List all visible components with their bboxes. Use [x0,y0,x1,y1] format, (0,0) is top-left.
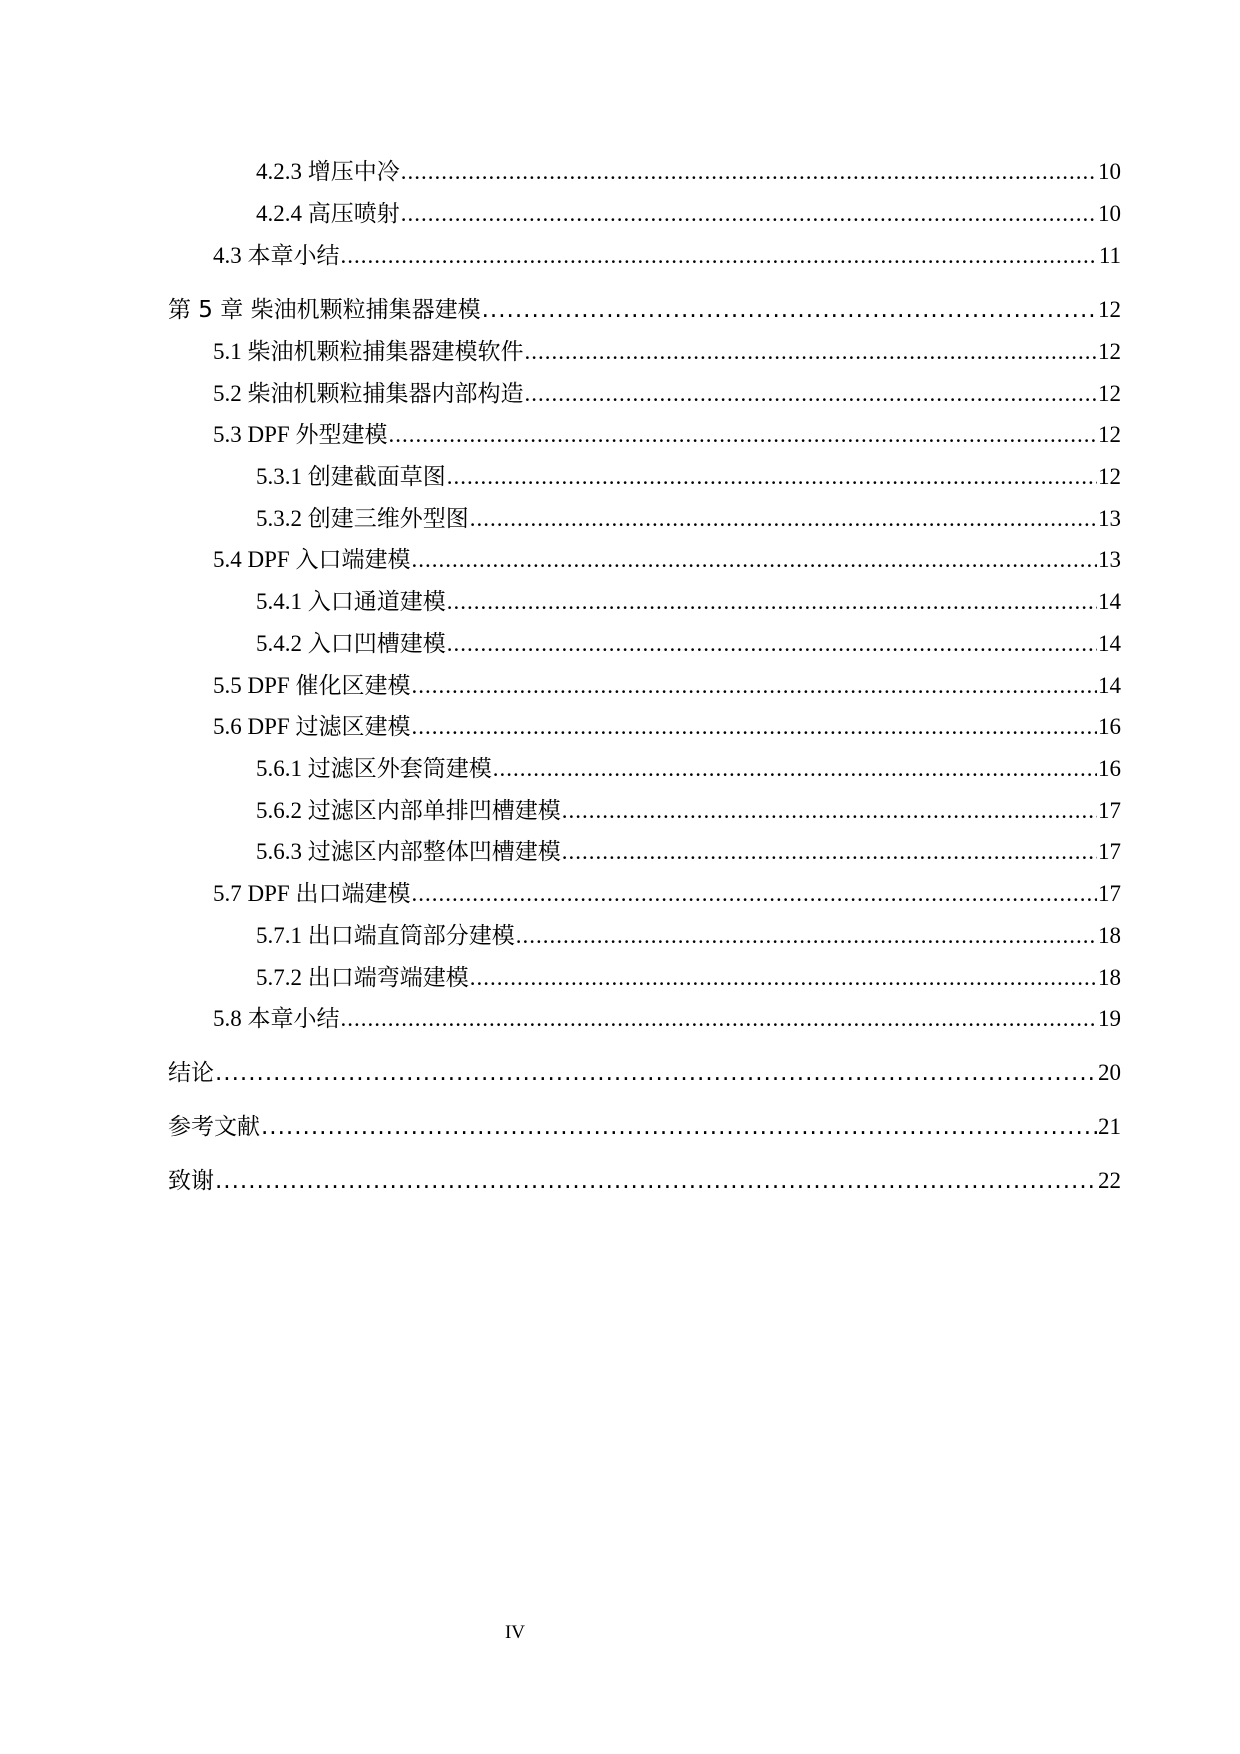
toc-entry-title: 5.6 DPF 过滤区建模 [213,714,411,739]
toc-entry[interactable] [256,502,1121,536]
toc-entry-title: 5.1 柴油机颗粒捕集器建模软件 [213,339,524,364]
toc-entry-page: 12 [1098,339,1121,364]
dot-leader [411,877,1097,911]
toc-entry-title: 参考文献 [168,1114,260,1140]
toc-entry[interactable] [168,1164,1121,1198]
toc-entry[interactable] [256,794,1121,828]
toc-entry[interactable] [213,543,1121,577]
toc-entry-page: 12 [1098,381,1121,406]
toc-entry-title: 5.7.2 出口端弯端建模 [256,965,469,990]
toc-entry[interactable] [256,835,1121,869]
toc-entry-page: 21 [1098,1114,1121,1139]
toc-entry-title: 5.3 DPF 外型建模 [213,422,388,447]
toc-entry-title: 5.7.1 出口端直筒部分建模 [256,923,515,948]
dot-leader [215,1164,1097,1198]
dot-leader [562,835,1097,869]
dot-leader [401,197,1097,231]
toc-entry-page: 19 [1098,1006,1121,1031]
toc-entry[interactable] [213,418,1121,452]
dot-leader [516,919,1097,953]
toc-entry-title: 5.5 DPF 催化区建模 [213,673,411,698]
dot-leader [401,155,1097,189]
toc-entry[interactable] [213,377,1121,411]
toc-entry-title: 5.6.3 过滤区内部整体凹槽建模 [256,839,561,864]
toc-entry-title: 5.7 DPF 出口端建模 [213,881,411,906]
dot-leader [341,239,1098,273]
dot-leader [215,1056,1097,1090]
toc-entry[interactable] [213,239,1121,273]
toc-entry-page: 14 [1098,589,1121,614]
dot-leader [447,585,1097,619]
toc-entry-title: 5.6.1 过滤区外套筒建模 [256,756,492,781]
toc-entry-title: 5.4.1 入口通道建模 [256,589,446,614]
toc-entry-title: 5.4 DPF 入口端建模 [213,547,411,572]
dot-leader [470,961,1097,995]
toc-entry[interactable] [256,460,1121,494]
page-number: IV [504,1622,526,1643]
toc-entry[interactable] [168,1056,1121,1090]
dot-leader [525,335,1098,369]
toc-entry-title: 致谢 [168,1168,214,1194]
dot-leader [411,710,1097,744]
dot-leader [261,1110,1097,1144]
toc-entry-title: 结论 [168,1060,214,1086]
toc-entry-title: 5.3.2 创建三维外型图 [256,506,469,531]
toc-entry[interactable] [213,877,1121,911]
toc-entry-page: 17 [1098,839,1121,864]
toc-entry-title: 第 5 章 柴油机颗粒捕集器建模 [168,297,481,323]
toc-entry-title: 4.2.4 高压喷射 [256,201,400,226]
toc-entry-page: 14 [1098,631,1121,656]
dot-leader [341,1002,1098,1036]
toc-entry[interactable] [168,1110,1121,1144]
toc-entry-page: 18 [1098,923,1121,948]
toc-entry-page: 11 [1098,243,1121,268]
toc-entry-title: 5.6.2 过滤区内部单排凹槽建模 [256,798,561,823]
toc-entry-page: 17 [1098,798,1121,823]
toc-entry-page: 22 [1098,1168,1121,1193]
dot-leader [411,669,1097,703]
toc-entry-page: 13 [1098,506,1121,531]
toc-entry-title: 4.2.3 增压中冷 [256,159,400,184]
dot-leader [470,502,1097,536]
dot-leader [411,543,1097,577]
toc-entry[interactable] [256,585,1121,619]
toc-entry-page: 10 [1098,201,1121,226]
toc-entry[interactable] [168,293,1121,327]
dot-leader [525,377,1098,411]
toc-entry-title: 5.4.2 入口凹槽建模 [256,631,446,656]
toc-entry-page: 12 [1098,422,1121,447]
toc-entry-title: 5.2 柴油机颗粒捕集器内部构造 [213,381,524,406]
dot-leader [447,460,1097,494]
toc-entry[interactable] [256,627,1121,661]
toc-entry-page: 18 [1098,965,1121,990]
toc-entry[interactable] [256,197,1121,231]
toc-entry-page: 10 [1098,159,1121,184]
toc-entry-page: 13 [1098,547,1121,572]
dot-leader [562,794,1097,828]
dot-leader [388,418,1097,452]
toc-entry-title: 5.8 本章小结 [213,1006,340,1031]
toc-entry[interactable] [213,1002,1121,1036]
toc-entry-page: 14 [1098,673,1121,698]
dot-leader [493,752,1097,786]
dot-leader [447,627,1097,661]
toc-entry[interactable] [256,961,1121,995]
toc-entry[interactable] [256,155,1121,189]
toc-entry[interactable] [256,919,1121,953]
toc-entry-page: 17 [1098,881,1121,906]
toc-entry[interactable] [213,335,1121,369]
toc-entry-page: 12 [1098,464,1121,489]
toc-entry[interactable] [213,669,1121,703]
toc-entry-title: 4.3 本章小结 [213,243,340,268]
toc-entry[interactable] [213,710,1121,744]
toc-entry[interactable] [256,752,1121,786]
toc-entry-page: 20 [1098,1060,1121,1085]
toc-entry-title: 5.3.1 创建截面草图 [256,464,446,489]
dot-leader [482,293,1097,327]
toc-entry-page: 12 [1098,297,1121,322]
toc-entry-page: 16 [1098,714,1121,739]
toc-entry-page: 16 [1098,756,1121,781]
